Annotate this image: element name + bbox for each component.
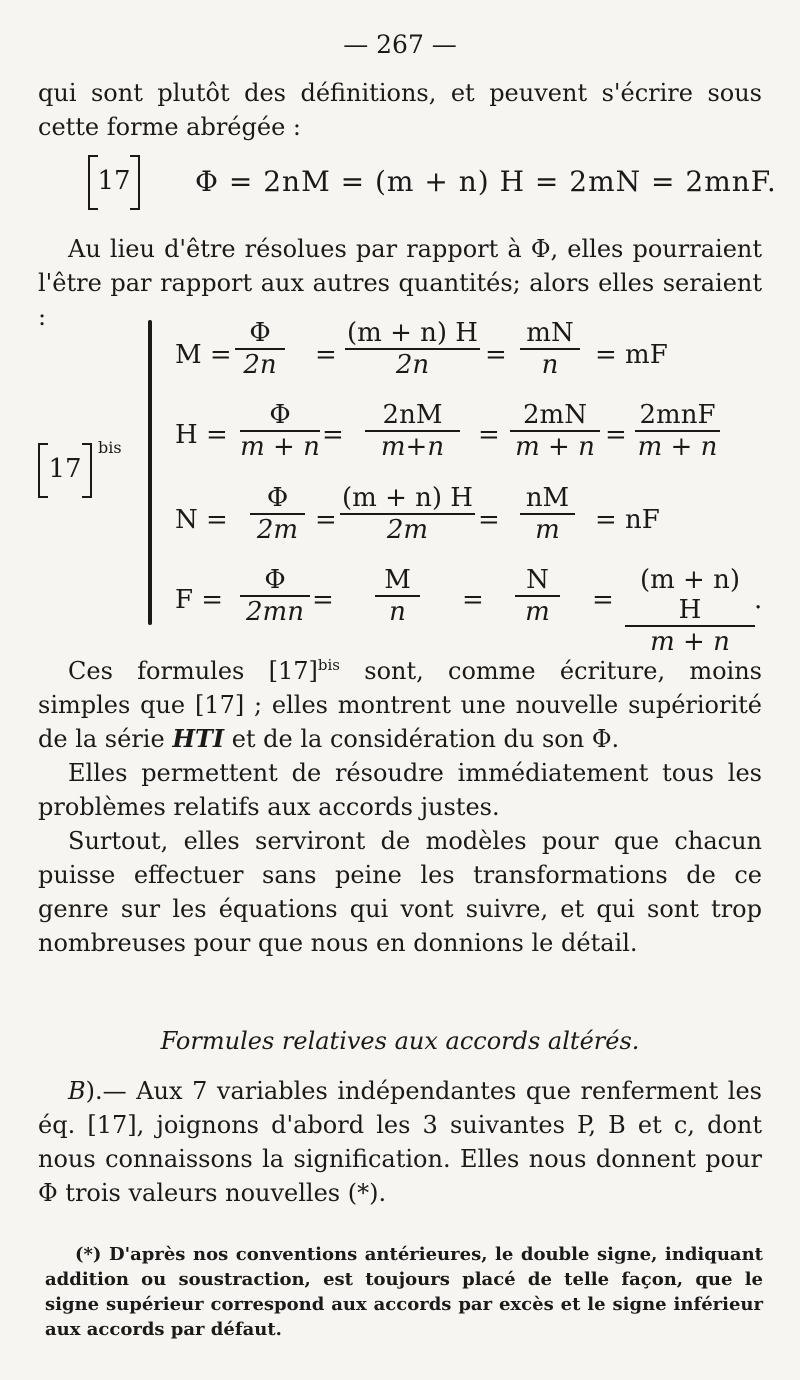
resolve-text: Au lieu d'être résolues par rapport à Φ, elles pourraient l'être par rapport aux autres quantités; alors elles seraient :: [38, 235, 762, 331]
row-f-frac-3: $\frac{N}{m}$: [515, 565, 560, 627]
brace: [148, 320, 152, 625]
row-f-frac-2: $\frac{M}{n}$: [375, 565, 420, 627]
b-text: ).— Aux 7 variables indépendantes que renferment les éq. [17], joignons d'abord les 3 suivantes P, B et c, dont nous connaissons la signification. Elles nous donnent pour Φ trois valeurs nouvelles (*).: [38, 1077, 762, 1207]
row-h-lhs: H =: [175, 420, 228, 450]
row-m-frac-1: $\frac{\Phi}{2n}$: [235, 318, 285, 380]
page-number: — 267 —: [343, 30, 457, 59]
equation-17-label: [88, 155, 140, 210]
resolve-paragraph: [38, 232, 762, 334]
row-h-frac-3: $\frac{2mN}{m + n}$: [510, 400, 600, 462]
row-f-frac-1: $\frac{\Phi}{2mn}$: [240, 565, 310, 627]
row-m-frac-3: $\frac{mN}{n}$: [520, 318, 580, 380]
row-n-frac-3: $\frac{nM}{m}$: [520, 483, 575, 545]
row-f-end: .: [754, 585, 763, 615]
equation-17bis-label: [38, 443, 92, 498]
b-paragraph: [38, 1074, 762, 1210]
row-n-frac-1: $\frac{\Phi}{2m}$: [250, 483, 305, 545]
b-label: B: [68, 1077, 86, 1105]
equation-label-text: 17: [97, 166, 131, 196]
row-f-frac-4: $\frac{(m + n) H}{m + n}$: [625, 565, 755, 657]
row-f-lhs: F =: [175, 585, 224, 615]
row-m-lhs: M =: [175, 340, 232, 370]
row-n-end: = nF: [595, 505, 660, 535]
footnote: (*) D'après nos conventions antérieures, le double signe, indiquant addition ou soustraction, est toujours placé de telle façon, que le signe supérieur correspond aux accords par excès et le signe inférieur aux accords par défaut.: [45, 1244, 763, 1340]
row-m-frac-2: $\frac{(m + n) H}{2n}$: [345, 318, 480, 380]
equation-17: Φ = 2nM = (m + n) H = 2mN = 2mnF.: [195, 165, 777, 198]
section-heading: Formules relatives aux accords altérés.: [160, 1027, 640, 1055]
row-h-frac-2: $\frac{2nM}{m+n}$: [365, 400, 460, 462]
equation-label-sup: bis: [98, 438, 122, 457]
ces-formules-paragraph: Ces formules $[17]^{bis}$ sont, comme écriture, moins simples que [17] ; elles montrent une nouvelle supériorité de la série HTI et de la considération du son Φ.: [38, 656, 762, 753]
intro-paragraph: qui sont plutôt des définitions, et peuvent s'écrire sous cette forme abrégée :: [38, 79, 762, 141]
row-m-end: = mF: [595, 340, 668, 370]
surtout-paragraph: Surtout, elles serviront de modèles pour que chacun puisse effectuer sans peine les transformations de ce genre sur les équations qui vont suivre, et qui sont trop nombreuses pour que nous en donnions le détail.: [38, 827, 762, 957]
row-n-frac-2: $\frac{(m + n) H}{2m}$: [340, 483, 475, 545]
row-h-frac-1: $\frac{\Phi}{m + n}$: [240, 400, 320, 462]
equation-17bis: M = $\frac{\Phi}{2n}$ = $\frac{(m + n) H}{2n}$ = $\frac{mN}{n}$ = mF H = $\frac{\Phi}{m + n}$ = $\frac{2nM}{m+n}$ = $\frac{2mN}{m + n}$ = 2mnF m + n N = $\frac{\Phi}{2m}$ = $\frac{(m + n) H}{2m}$ = $\frac{nM}{m}$ = nF F = $\frac{\Phi}{2mn}$ = $\frac{M}{n}$ = $\frac{N}{m}$ = $\frac{(m + n) H}{m + n}$ .: [175, 318, 763, 657]
elles-paragraph: Elles permettent de résoudre immédiatement tous les problèmes relatifs aux accords justes.: [38, 759, 762, 821]
row-h-frac-4: 2mnF m + n: [635, 400, 720, 462]
equation-label-text: 17: [48, 454, 82, 484]
row-n-lhs: N =: [175, 505, 228, 535]
body-paragraphs: [38, 648, 762, 960]
